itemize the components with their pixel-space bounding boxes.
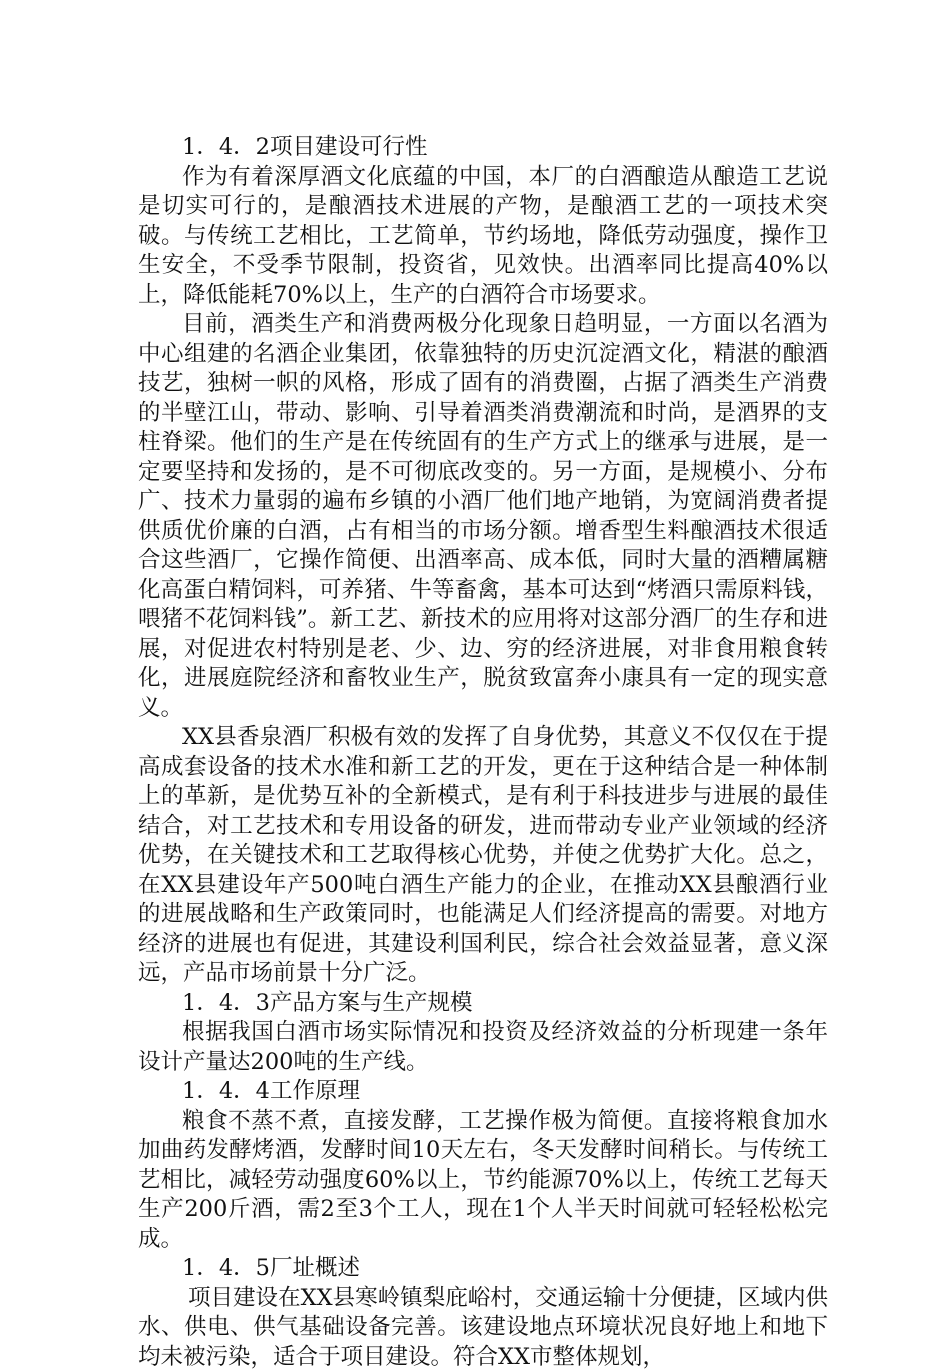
section-heading-feasibility: 1．4．2项目建设可行性 <box>138 133 828 163</box>
paragraph-feasibility-3: XX县香泉酒厂积极有效的发挥了自身优势，其意义不仅仅在于提高成套设备的技术水准和新工艺的开发，更在于这种结合是一种体制上的革新，是优势互补的全新模式，是有利于科技进步与进展的最佳结合，对工艺技术和专用设备的研发，进而带动专业产业领域的经济优势，在关键技术和工艺取得核心优势，并使之优势扩大化。总之，在XX县建设年产500吨白酒生产能力的企业，在推动XX县酿酒行业的进展战略和生产政策同时，也能满足人们经济提高的需要。对地方经济的进展也有促进，其建设利国利民，综合社会效益显著，意义深远，产品市场前景十分广泛。 <box>138 723 828 989</box>
paragraph-site: 项目建设在XX县寒岭镇梨庇峪村，交通运输十分便捷，区域内供水、供电、供气基础设备完善。该建设地点环境状况良好地上和地下均未被污染，适合于项目建设。符合XX市整体规划， <box>138 1284 828 1372</box>
document-page <box>138 133 828 1372</box>
section-heading-principle: 1．4．4工作原理 <box>138 1077 828 1107</box>
section-heading-site: 1．4．5厂址概述 <box>138 1254 828 1284</box>
section-heading-products: 1．4．3产品方案与生产规模 <box>138 989 828 1019</box>
paragraph-products: 根据我国白酒市场实际情况和投资及经济效益的分析现建一条年设计产量达200吨的生产线。 <box>138 1018 828 1077</box>
paragraph-feasibility-2: 目前，酒类生产和消费两极分化现象日趋明显，一方面以名酒为中心组建的名酒企业集团，依靠独特的历史沉淀酒文化，精湛的酿酒技艺，独树一帜的风格，形成了固有的消费圈，占据了酒类生产消费的半壁江山，带动、影响、引导着酒类消费潮流和时尚，是酒界的支柱脊梁。他们的生产是在传统固有的生产方式上的继承与进展，是一定要坚持和发扬的，是不可彻底改变的。另一方面，是规模小、分布广、技术力量弱的遍布乡镇的小酒厂他们地产地销，为宽阔消费者提供质优价廉的白酒，占有相当的市场分额。增香型生料酿酒技术很适合这些酒厂，它操作简便、出酒率高、成本低，同时大量的酒糟属糖化高蛋白精饲料，可养猪、牛等畜禽，基本可达到“烤酒只需原料钱，喂猪不花饲料钱”。新工艺、新技术的应用将对这部分酒厂的生存和进展，对促进农村特别是老、少、边、穷的经济进展，对非食用粮食转化，进展庭院经济和畜牧业生产，脱贫致富奔小康具有一定的现实意义。 <box>138 310 828 723</box>
paragraph-principle: 粮食不蒸不煮，直接发酵，工艺操作极为简便。直接将粮食加水加曲药发酵烤酒，发酵时间10天左右，冬天发酵时间稍长。与传统工艺相比，减轻劳动强度60%以上，节约能源70%以上，传统工艺每天生产200斤酒，需2至3个工人，现在1个人半天时间就可轻轻松松完成。 <box>138 1107 828 1255</box>
paragraph-feasibility-1: 作为有着深厚酒文化底蕴的中国，本厂的白酒酿造从酿造工艺说是切实可行的，是酿酒技术进展的产物，是酿酒工艺的一项技术突破。与传统工艺相比，工艺简单，节约场地，降低劳动强度，操作卫生安全，不受季节限制，投资省，见效快。出酒率同比提高40%以上，降低能耗70%以上，生产的白酒符合市场要求。 <box>138 163 828 311</box>
